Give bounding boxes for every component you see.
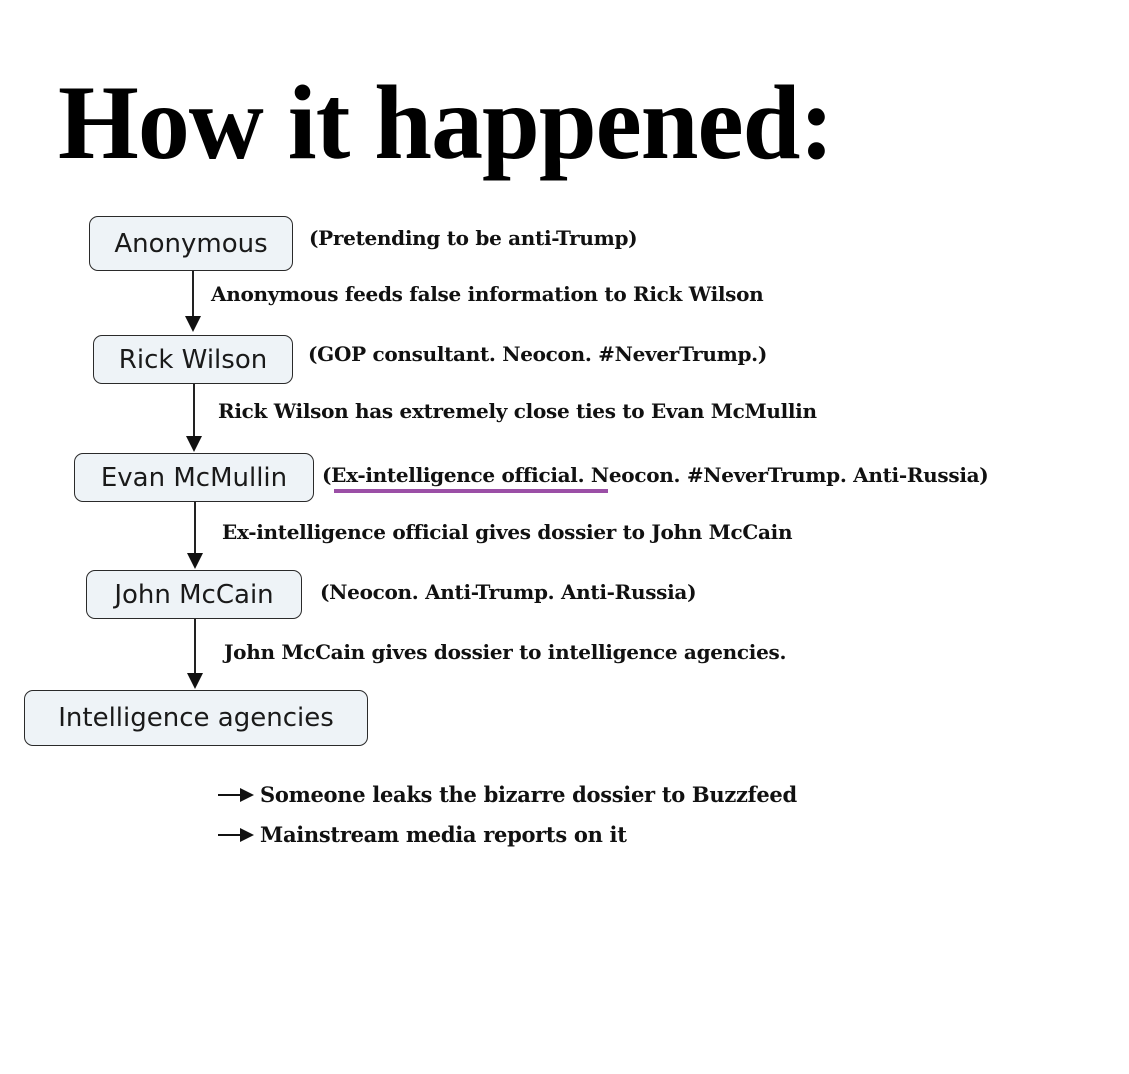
note-john-mccain: (Neocon. Anti-Trump. Anti-Russia) xyxy=(320,580,697,604)
node-label: Evan McMullin xyxy=(100,462,288,493)
node-label: Rick Wilson xyxy=(118,344,268,375)
note-highlighted-phrase: Ex-intelligence official xyxy=(331,463,578,487)
edge-label: Anonymous feeds false information to Rick Wilson xyxy=(211,282,764,306)
outcome-item xyxy=(218,822,627,847)
node-evan-mcmullin xyxy=(74,453,314,502)
edge-label: John McCain gives dossier to intelligence agencies. xyxy=(224,640,787,664)
arrow-down-icon xyxy=(187,673,203,689)
note-rick-wilson: (GOP consultant. Neocon. #NeverTrump.) xyxy=(308,342,767,366)
connector-line xyxy=(192,271,194,319)
arrow-down-icon xyxy=(187,553,203,569)
note-rest: . Neocon. #NeverTrump. Anti-Russia) xyxy=(577,463,989,487)
connector-line xyxy=(194,619,196,675)
arrow-right-icon xyxy=(218,788,256,802)
note-evan-mcmullin xyxy=(322,463,988,487)
node-intelligence-agencies xyxy=(24,690,368,746)
node-anonymous xyxy=(89,216,293,271)
connector-line xyxy=(194,502,196,554)
edge-label: Rick Wilson has extremely close ties to Evan McMullin xyxy=(218,399,817,423)
outcome-text: Mainstream media reports on it xyxy=(260,822,627,847)
arrow-right-icon xyxy=(218,828,256,842)
connector-line xyxy=(193,384,195,437)
outcome-text: Someone leaks the bizarre dossier to Buzzfeed xyxy=(260,782,797,807)
node-john-mccain xyxy=(86,570,302,619)
node-label: John McCain xyxy=(114,579,274,610)
page-title: How it happened: xyxy=(58,64,834,181)
highlight-underline xyxy=(334,489,608,493)
arrow-down-icon xyxy=(185,316,201,332)
note-prefix: ( xyxy=(322,463,332,487)
edge-label: Ex-intelligence official gives dossier to John McCain xyxy=(222,520,793,544)
arrow-down-icon xyxy=(186,436,202,452)
note-anonymous: (Pretending to be anti-Trump) xyxy=(309,226,638,250)
node-label: Anonymous xyxy=(114,228,268,259)
node-rick-wilson xyxy=(93,335,293,384)
outcome-item xyxy=(218,782,797,807)
node-label: Intelligence agencies xyxy=(58,703,334,733)
